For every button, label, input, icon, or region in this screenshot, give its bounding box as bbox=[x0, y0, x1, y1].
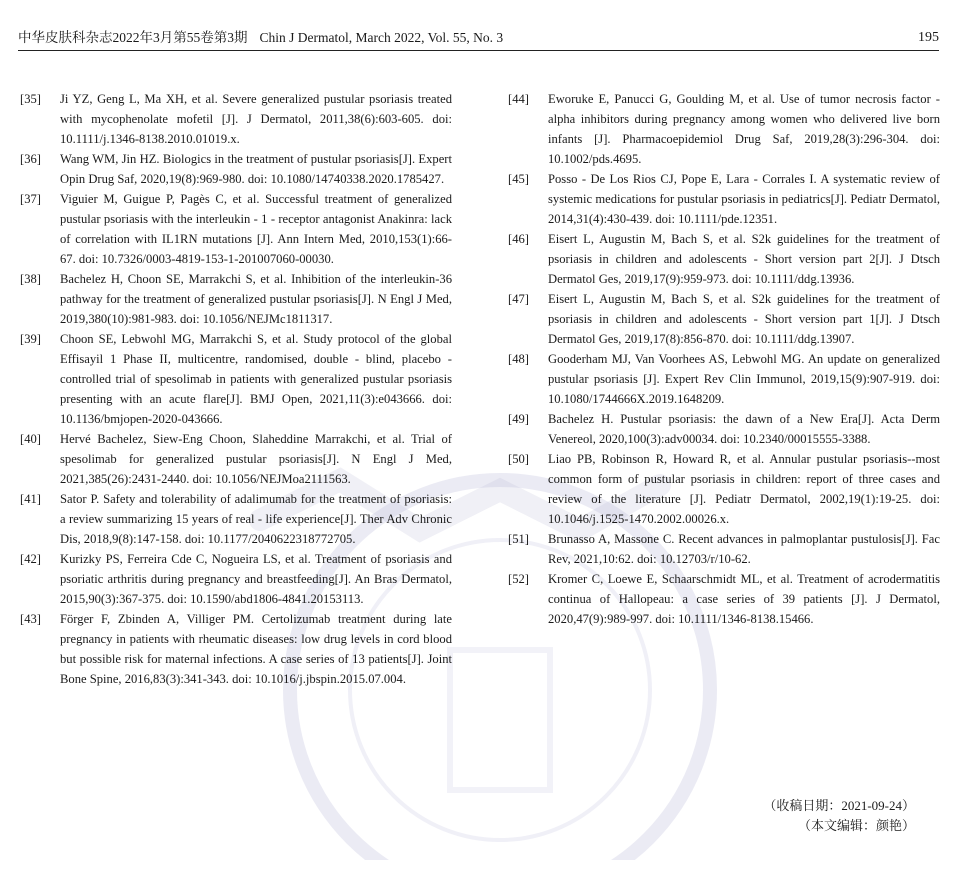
reference-number: [43] bbox=[20, 612, 41, 626]
reference-number: [37] bbox=[20, 192, 41, 206]
received-date: （收稿日期：2021-09-24） bbox=[763, 798, 915, 813]
reference-text: Eisert L, Augustin M, Bach S, et al. S2k guidelines for the treatment of psoriasis in children and adolescents - Short version part 2[J]. J Dtsch Dermatol Ges, 2019,17(9):959-973. doi: 10.1111/ddg.13936. bbox=[548, 232, 940, 286]
reference-entry bbox=[508, 449, 940, 529]
reference-text: Kromer C, Loewe E, Schaarschmidt ML, et al. Treatment of acrodermatitis continua of Hallopeau: a case series of 39 patients [J]. J Dermatol, 2020,47(9):989-997. doi: 10.1111/1346-8138.15466. bbox=[548, 572, 940, 626]
reference-number: [39] bbox=[20, 332, 41, 346]
reference-entry bbox=[508, 169, 940, 229]
reference-text: Sator P. Safety and tolerability of adalimumab for the treatment of psoriasis: a review summarizing 15 years of real - life experience[J]. Ther Adv Chronic Dis, 2018,9(8):147-158. doi: 10.1177/2040622318772705. bbox=[60, 492, 452, 546]
reference-entry bbox=[508, 289, 940, 349]
reference-entry bbox=[20, 429, 452, 489]
reference-entry bbox=[20, 489, 452, 549]
editor-credit: （本文编辑：颜艳） bbox=[797, 818, 915, 833]
reference-text: Brunasso A, Massone C. Recent advances in palmoplantar pustulosis[J]. Fac Rev, 2021,10:62. doi: 10.12703/r/10-62. bbox=[548, 532, 940, 566]
reference-number: [51] bbox=[508, 532, 529, 546]
reference-entry bbox=[508, 529, 940, 569]
reference-text: Förger F, Zbinden A, Villiger PM. Certolizumab treatment during late pregnancy in patients with rheumatic diseases: low drug levels in cord blood but possible risk for maternal infections. A case series of 13 patients[J]. Joint Bone Spine, 2016,83(3):341-343. doi: 10.1016/j.jbspin.2015.07.004. bbox=[60, 612, 452, 686]
reference-number: [46] bbox=[508, 232, 529, 246]
reference-number: [52] bbox=[508, 572, 529, 586]
reference-text: Posso - De Los Rios CJ, Pope E, Lara - Corrales I. A systematic review of systemic medications for pustular psoriasis in pediatrics[J]. Pediatr Dermatol, 2014,31(4):430-439. doi: 10.1111/pde.12351. bbox=[548, 172, 940, 226]
reference-number: [42] bbox=[20, 552, 41, 566]
reference-number: [45] bbox=[508, 172, 529, 186]
reference-entry bbox=[508, 409, 940, 449]
reference-number: [40] bbox=[20, 432, 41, 446]
reference-number: [36] bbox=[20, 152, 41, 166]
reference-text: Bachelez H, Choon SE, Marrakchi S, et al. Inhibition of the interleukin-36 pathway for the treatment of generalized pustular psoriasis[J]. N Engl J Med, 2019,380(10):981-983. doi: 10.1056/NEJMc1811317. bbox=[60, 272, 452, 326]
article-footer bbox=[763, 796, 915, 836]
references-column-left bbox=[20, 89, 452, 689]
reference-number: [50] bbox=[508, 452, 529, 466]
reference-text: Ji YZ, Geng L, Ma XH, et al. Severe generalized pustular psoriasis treated with mycophenolate mofetil [J]. J Dermatol, 2011,38(6):603-605. doi: 10.1111/j.1346-8138.2010.01019.x. bbox=[60, 92, 452, 146]
reference-number: [35] bbox=[20, 92, 41, 106]
reference-entry bbox=[508, 569, 940, 629]
reference-number: [48] bbox=[508, 352, 529, 366]
reference-entry bbox=[20, 549, 452, 609]
reference-text: Viguier M, Guigue P, Pagès C, et al. Successful treatment of generalized pustular psoriasis with the interleukin - 1 - receptor antagonist Anakinra: lack of correlation with IL1RN mutations [J]. Ann Intern Med, 2010,153(1):66-67. doi: 10.7326/0003-4819-153-1-201007060-00030. bbox=[60, 192, 452, 266]
reference-text: Hervé Bachelez, Siew-Eng Choon, Slaheddine Marrakchi, et al. Trial of spesolimab for generalized pustular psoriasis[J]. N Engl J Med, 2021,385(26):2431-2440. doi: 10.1056/NEJMoa2111563. bbox=[60, 432, 452, 486]
journal-citation bbox=[18, 28, 503, 48]
reference-text: Gooderham MJ, Van Voorhees AS, Lebwohl MG. An update on generalized pustular psoriasis [J]. Expert Rev Clin Immunol, 2019,15(9):907-919. doi: 10.1080/1744666X.2019.1648209. bbox=[548, 352, 940, 406]
page-number: 195 bbox=[918, 30, 939, 45]
reference-entry bbox=[20, 329, 452, 429]
reference-number: [49] bbox=[508, 412, 529, 426]
reference-entry bbox=[20, 189, 452, 269]
journal-title-en: Chin J Dermatol, March 2022, Vol. 55, No. 3 bbox=[259, 30, 504, 45]
reference-entry bbox=[508, 229, 940, 289]
reference-text: Kurizky PS, Ferreira Cde C, Nogueira LS, et al. Treatment of psoriasis and psoriatic arthritis during pregnancy and breastfeeding[J]. An Bras Dermatol, 2015,90(3):367-375. doi: 10.1590/abd1806-4841.20153113. bbox=[60, 552, 452, 606]
reference-text: Eworuke E, Panucci G, Goulding M, et al. Use of tumor necrosis factor - alpha inhibitors during pregnancy among women who delivered live born infants [J]. Pharmacoepidemiol Drug Saf, 2019,28(3):296-304. doi: 10.1002/pds.4695. bbox=[548, 92, 940, 166]
reference-entry bbox=[20, 149, 452, 189]
journal-title-cn: 中华皮肤科杂志2022年3月第55卷第3期 bbox=[18, 30, 248, 45]
reference-text: Eisert L, Augustin M, Bach S, et al. S2k guidelines for the treatment of psoriasis in children and adolescents - Short version part 1[J]. J Dtsch Dermatol Ges, 2019,17(8):856-870. doi: 10.1111/ddg.13907. bbox=[548, 292, 940, 346]
references-column-right bbox=[508, 89, 940, 629]
reference-text: Choon SE, Lebwohl MG, Marrakchi S, et al. Study protocol of the global Effisayil 1 Phase II, multicentre, randomised, double - blind, placebo - controlled trial of spesolimab in patients with generalized pustular psoriasis presenting with an acute flare[J]. BMJ Open, 2021,11(3):e043666. doi: 10.1136/bmjopen-2020-043666. bbox=[60, 332, 452, 426]
reference-entry bbox=[20, 609, 452, 689]
reference-entry bbox=[508, 89, 940, 169]
reference-number: [47] bbox=[508, 292, 529, 306]
reference-text: Bachelez H. Pustular psoriasis: the dawn of a New Era[J]. Acta Derm Venereol, 2020,100(3):adv00034. doi: 10.2340/00015555-3388. bbox=[548, 412, 940, 446]
reference-entry bbox=[20, 269, 452, 329]
reference-entry bbox=[20, 89, 452, 149]
reference-text: Liao PB, Robinson R, Howard R, et al. Annular pustular psoriasis--most common form of pustular psoriasis in children: report of three cases and review of the literature [J]. Pediatr Dermatol, 2002,19(1):19-25. doi: 10.1046/j.1525-1470.2002.00026.x. bbox=[548, 452, 940, 526]
reference-number: [41] bbox=[20, 492, 41, 506]
reference-number: [44] bbox=[508, 92, 529, 106]
running-header bbox=[18, 28, 939, 51]
reference-text: Wang WM, Jin HZ. Biologics in the treatment of pustular psoriasis[J]. Expert Opin Drug Saf, 2020,19(8):969-980. doi: 10.1080/14740338.2020.1785427. bbox=[60, 152, 452, 186]
reference-entry bbox=[508, 349, 940, 409]
reference-number: [38] bbox=[20, 272, 41, 286]
